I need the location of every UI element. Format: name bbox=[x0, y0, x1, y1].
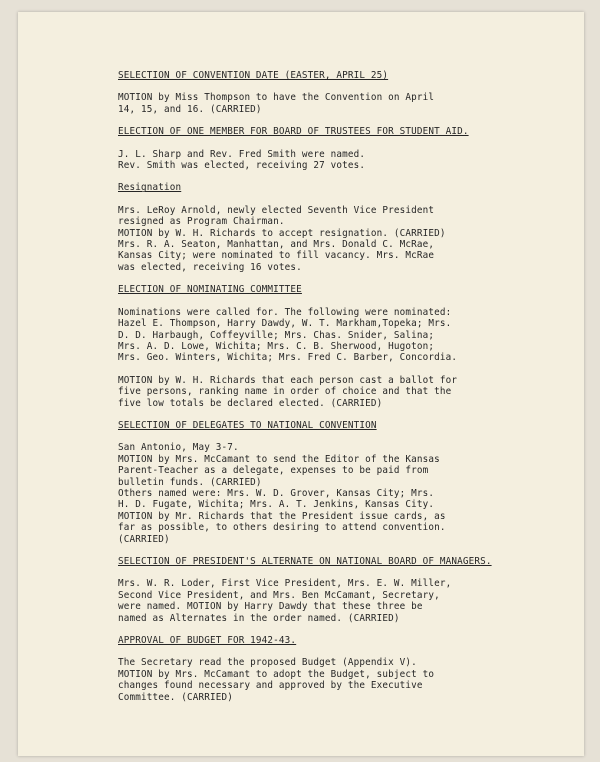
text-line: 14, 15, and 16. (CARRIED) bbox=[118, 103, 262, 115]
paragraph bbox=[118, 375, 550, 409]
section-heading: Resignation bbox=[118, 182, 182, 194]
section-presidents-alternate bbox=[118, 556, 550, 624]
text-line: Parent-Teacher as a delegate, expenses to be paid from bbox=[118, 465, 429, 477]
paragraph bbox=[118, 442, 550, 545]
section-convention-date bbox=[118, 70, 550, 115]
text-line: MOTION by Miss Thompson to have the Convention on April bbox=[118, 92, 435, 104]
text-line: was elected, receiving 16 votes. bbox=[118, 261, 302, 273]
section-student-aid-trustee bbox=[118, 126, 550, 171]
text-line: Committee. (CARRIED) bbox=[118, 691, 233, 703]
section-budget-approval bbox=[118, 635, 550, 703]
text-line: Kansas City; were nominated to fill vacancy. Mrs. McRae bbox=[118, 250, 435, 262]
section-heading: ELECTION OF ONE MEMBER FOR BOARD OF TRUSTEES FOR STUDENT AID. bbox=[118, 126, 469, 138]
text-line: MOTION by W. H. Richards to accept resignation. (CARRIED) bbox=[118, 227, 446, 239]
text-line: San Antonio, May 3-7. bbox=[118, 442, 239, 454]
paragraph bbox=[118, 307, 550, 364]
text-line: Nominations were called for. The following were nominated: bbox=[118, 306, 452, 318]
paragraph bbox=[118, 205, 550, 273]
text-line: were named. MOTION by Harry Dawdy that these three be bbox=[118, 601, 423, 613]
paragraph bbox=[118, 657, 550, 703]
section-heading: SELECTION OF PRESIDENT'S ALTERNATE ON NATIONAL BOARD OF MANAGERS. bbox=[118, 556, 492, 567]
text-line: resigned as Program Chairman. bbox=[118, 216, 285, 228]
text-line: MOTION by W. H. Richards that each person cast a ballot for bbox=[118, 374, 458, 386]
document-page bbox=[18, 12, 584, 756]
text-line: five low totals be declared elected. (CARRIED) bbox=[118, 397, 383, 409]
text-line: J. L. Sharp and Rev. Fred Smith were named. bbox=[118, 148, 366, 160]
text-line: Mrs. Geo. Winters, Wichita; Mrs. Fred C. Barber, Concordia. bbox=[118, 352, 458, 364]
text-line: D. D. Harbaugh, Coffeyville; Mrs. Chas. Snider, Salina; bbox=[118, 329, 435, 341]
paragraph bbox=[118, 578, 550, 624]
section-heading: APPROVAL OF BUDGET FOR 1942-43. bbox=[118, 635, 297, 647]
text-line: Mrs. A. D. Lowe, Wichita; Mrs. C. B. Sherwood, Hugoton; bbox=[118, 340, 435, 352]
minutes-body bbox=[118, 70, 550, 714]
text-line: changes found necessary and approved by the Executive bbox=[118, 680, 423, 692]
section-nominating-committee bbox=[118, 284, 550, 409]
text-line: Second Vice President, and Mrs. Ben McCamant, Secretary, bbox=[118, 589, 440, 601]
text-line: H. D. Fugate, Wichita; Mrs. A. T. Jenkins, Kansas City. bbox=[118, 499, 435, 511]
text-line: named as Alternates in the order named. (CARRIED) bbox=[118, 612, 400, 624]
text-line: Mrs. LeRoy Arnold, newly elected Seventh Vice President bbox=[118, 204, 435, 216]
text-line: The Secretary read the proposed Budget (Appendix V). bbox=[118, 657, 417, 669]
text-line: MOTION by Mrs. McCamant to send the Editor of the Kansas bbox=[118, 453, 440, 465]
text-line: MOTION by Mr. Richards that the President issue cards, as bbox=[118, 510, 446, 522]
section-heading: SELECTION OF DELEGATES TO NATIONAL CONVENTION bbox=[118, 419, 377, 431]
section-national-delegates bbox=[118, 420, 550, 545]
paragraph bbox=[118, 149, 550, 172]
text-line: Rev. Smith was elected, receiving 27 votes. bbox=[118, 160, 366, 172]
text-line: Mrs. W. R. Loder, First Vice President, Mrs. E. W. Miller, bbox=[118, 578, 452, 590]
text-line: far as possible, to others desiring to attend convention. bbox=[118, 522, 446, 534]
section-resignation bbox=[118, 182, 550, 273]
text-line: (CARRIED) bbox=[118, 533, 170, 545]
text-line: bulletin funds. (CARRIED) bbox=[118, 476, 262, 488]
paragraph bbox=[118, 92, 550, 115]
section-heading: SELECTION OF CONVENTION DATE (EASTER, APRIL 25) bbox=[118, 70, 389, 81]
text-line: Others named were: Mrs. W. D. Grover, Kansas City; Mrs. bbox=[118, 487, 435, 499]
text-line: Hazel E. Thompson, Harry Dawdy, W. T. Markham,Topeka; Mrs. bbox=[118, 318, 452, 330]
text-line: five persons, ranking name in order of choice and that the bbox=[118, 386, 452, 398]
text-line: MOTION by Mrs. McCamant to adopt the Budget, subject to bbox=[118, 668, 435, 680]
section-heading: ELECTION OF NOMINATING COMMITTEE bbox=[118, 284, 302, 296]
text-line: Mrs. R. A. Seaton, Manhattan, and Mrs. Donald C. McRae, bbox=[118, 239, 435, 251]
